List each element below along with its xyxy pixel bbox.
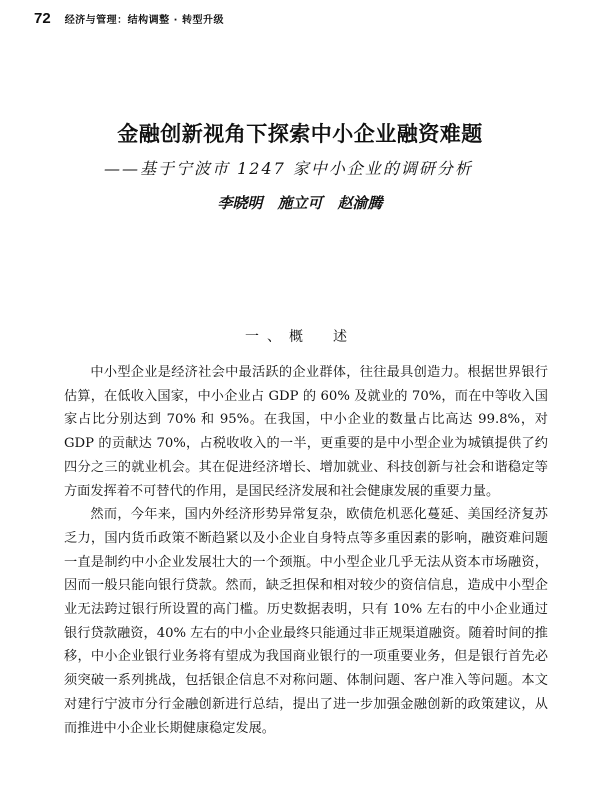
paragraph-1: 中小型企业是经济社会中最活跃的企业群体，往往最具创造力。根据世界银行估算，在低收入国家，中小企业占 GDP 的 60% 及就业的 70%，而在中等收入国家占比分别达到 70% 和 95%。在我国，中小企业的数量占比高达 99.8%，对 GDP 的贡献达 70%，占税收收入的一半，更重要的是中小型企业为城镇提供了约四分之三的就业机会。其在促进经济增长、增加就业、科技创新与社会和谐稳定等方面发挥着不可替代的作用，是国民经济发展和社会健康发展的重要力量。 bbox=[64, 365, 548, 499]
article-title: 金融创新视角下探索中小企业融资难题 bbox=[117, 122, 483, 146]
article-subtitle: ——基于宁波市 1247 家中小企业的调研分析 bbox=[104, 159, 473, 178]
page-header bbox=[34, 10, 580, 32]
page-number: 72 bbox=[34, 10, 51, 27]
paragraph-2: 然而，今年来，国内外经济形势异常复杂，欧债危机恶化蔓延、美国经济复苏乏力，国内货币政策不断趋紧以及小企业自身特点等多重因素的影响，融资难问题一直是制约中小企业发展壮大的一个颈瓶。中小型企业几乎无法从资本市场融资，因而一般只能向银行贷款。然而，缺乏担保和相对较少的资信信息，造成中小型企业无法跨过银行所设置的高门槛。历史数据表明，只有 10% 左右的中小企业通过银行贷款融资，40% 左右的中小企业最终只能通过非正规渠道融资。随着时间的推移，中小企业银行业务将有望成为我国商业银行的一项重要业务，但是银行首先必须突破一系列挑战，包括银企信息不对称问题、体制问题、客户准入等问题。本文对建行宁波市分行金融创新进行总结，提出了进一步加强金融创新的政策建议，从而推进中小企业长期健康稳定发展。 bbox=[64, 507, 548, 736]
article-authors: 李晓明 施立可 赵渝腾 bbox=[217, 194, 383, 212]
body-text bbox=[64, 361, 548, 740]
running-head: 经济与管理：结构调整 · 转型升级 bbox=[64, 15, 224, 26]
section-heading: 一、概 述 bbox=[245, 329, 355, 345]
